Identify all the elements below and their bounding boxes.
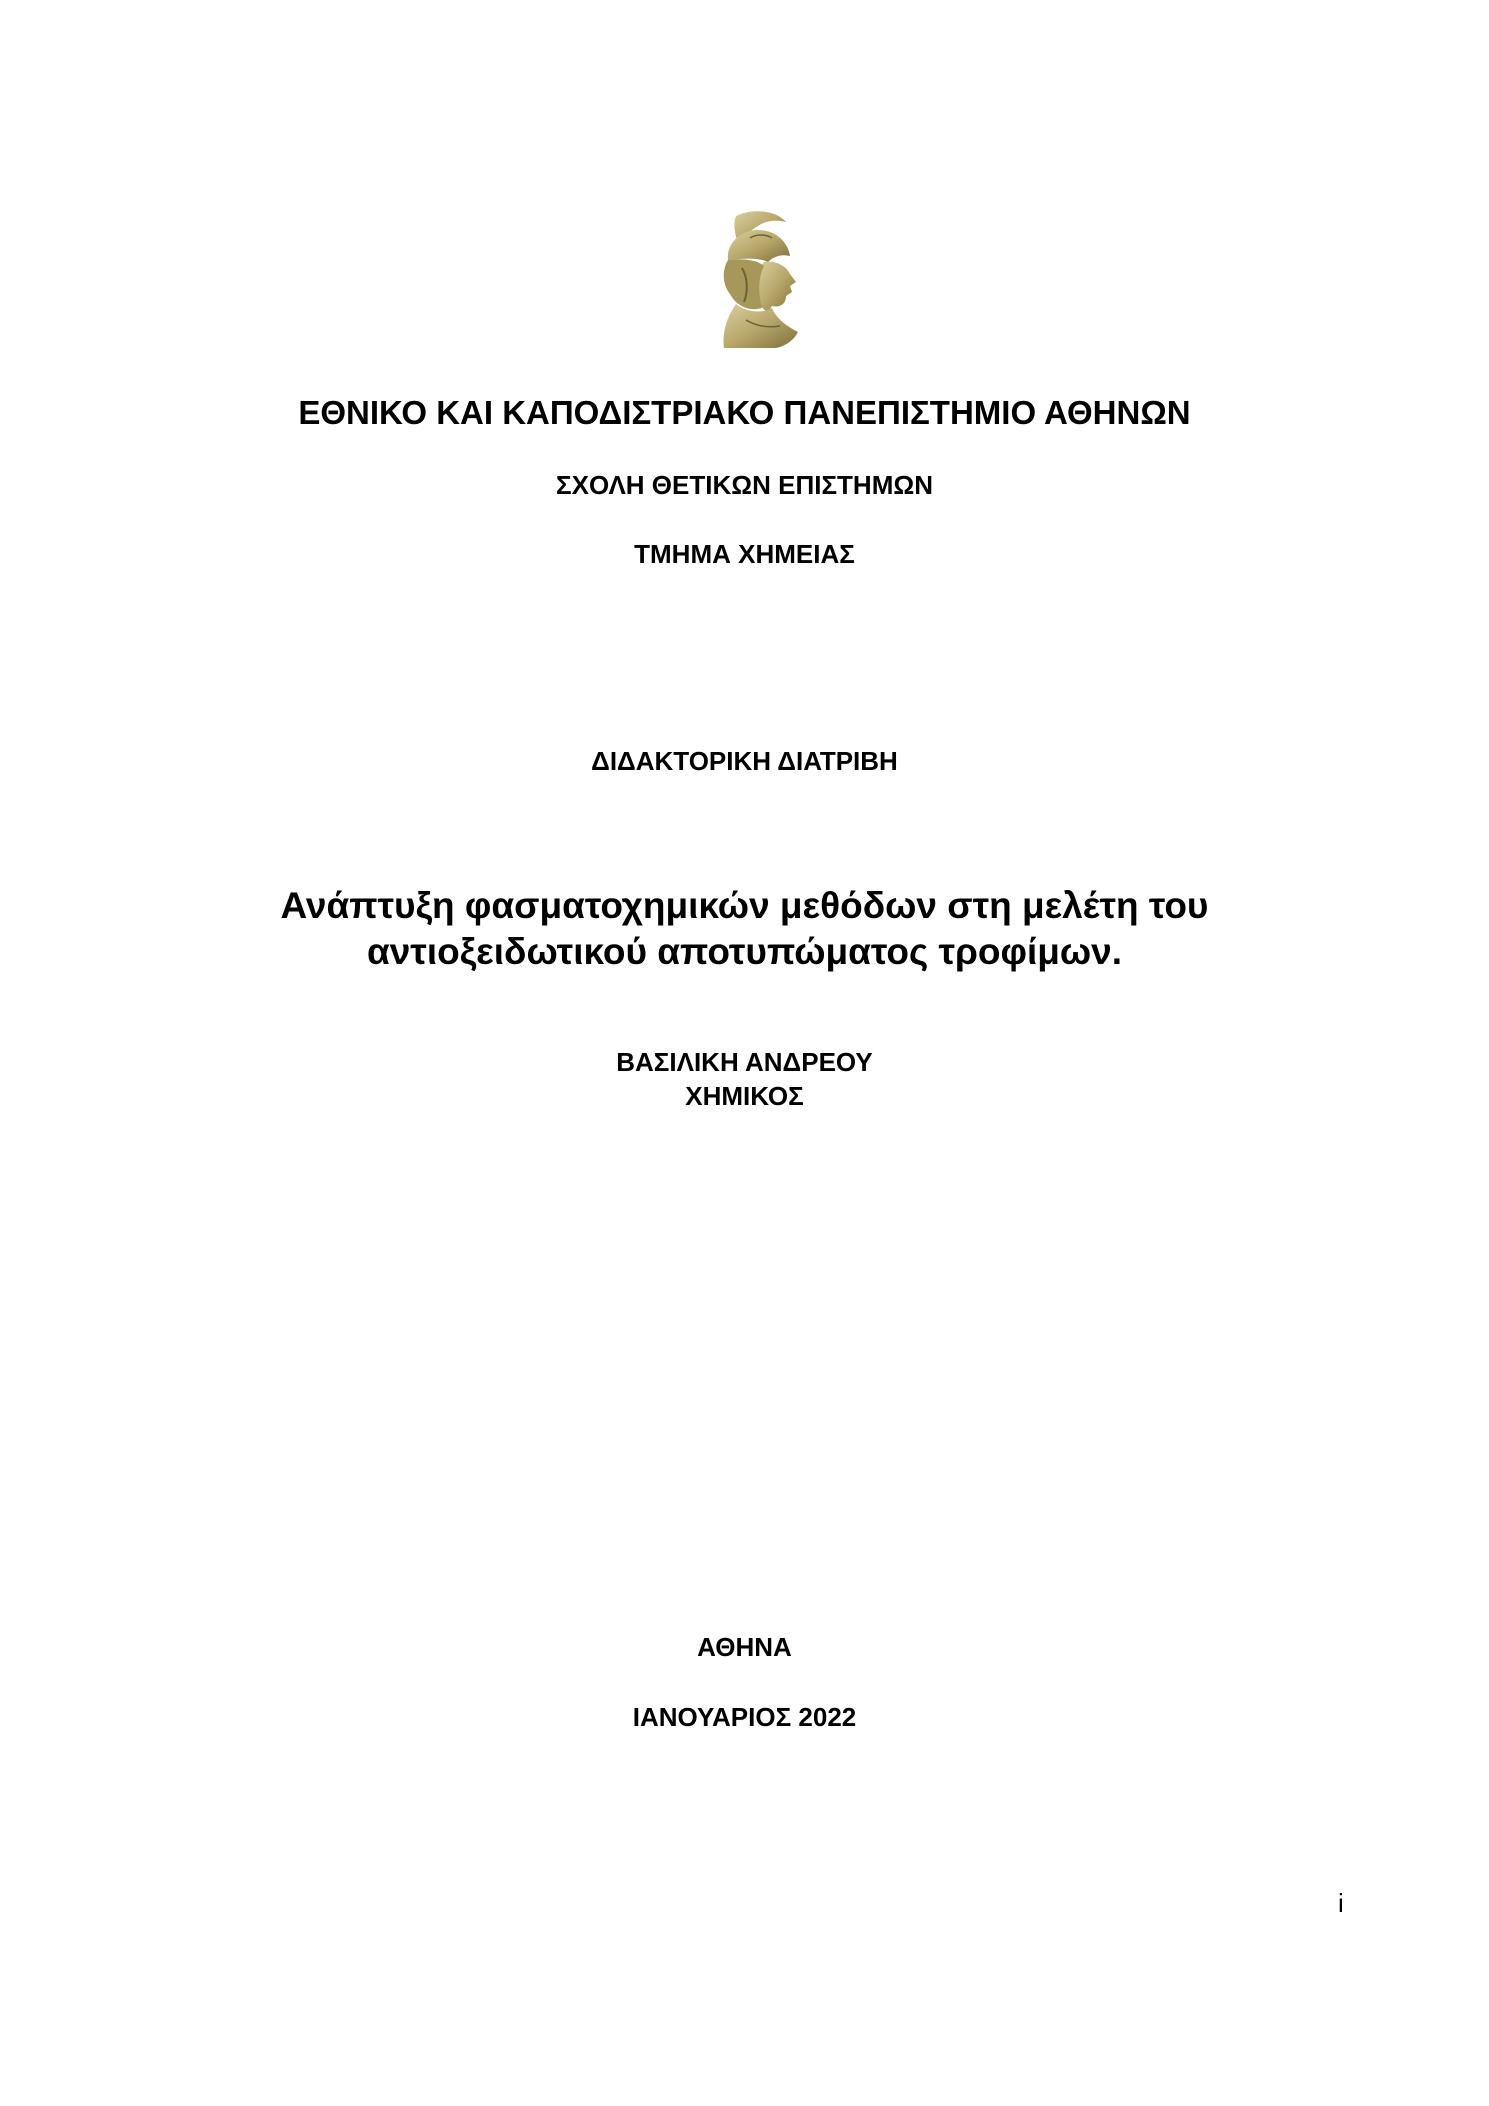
date: ΙΑΝΟΥΑΡΙΟΣ 2022 (632, 1702, 857, 1732)
author-block (0, 1045, 1489, 1113)
author-profession: ΧΗΜΙΚΟΣ (685, 1081, 804, 1111)
department-name: ΤΜΗΜΑ ΧΗΜΕΙΑΣ (634, 539, 855, 569)
city: ΑΘΗΝΑ (697, 1632, 792, 1662)
thesis-title (0, 883, 1489, 975)
document-type: ΔΙΔΑΚΤΟΡΙΚΗ ΔΙΑΤΡΙΒΗ (591, 746, 898, 776)
author-name: ΒΑΣΙΛΙΚΗ ΑΝΔΡΕΟΥ (616, 1047, 873, 1077)
thesis-title-line-2: αντιοξειδωτικού αποτυπώματος τροφίμων. (366, 931, 1122, 972)
athena-head-icon (706, 208, 814, 348)
thesis-title-line-1: Ανάπτυξη φασματοχημικών μεθόδων στη μελέτη του (280, 885, 1209, 926)
page-number: i (1338, 1888, 1344, 1918)
university-name: ΕΘΝΙΚΟ ΚΑΙ ΚΑΠΟΔΙΣΤΡΙΑΚΟ ΠΑΝΕΠΙΣΤΗΜΙΟ ΑΘΗΝΩΝ (298, 394, 1191, 431)
school-name: ΣΧΟΛΗ ΘΕΤΙΚΩΝ ΕΠΙΣΤΗΜΩΝ (556, 470, 933, 500)
